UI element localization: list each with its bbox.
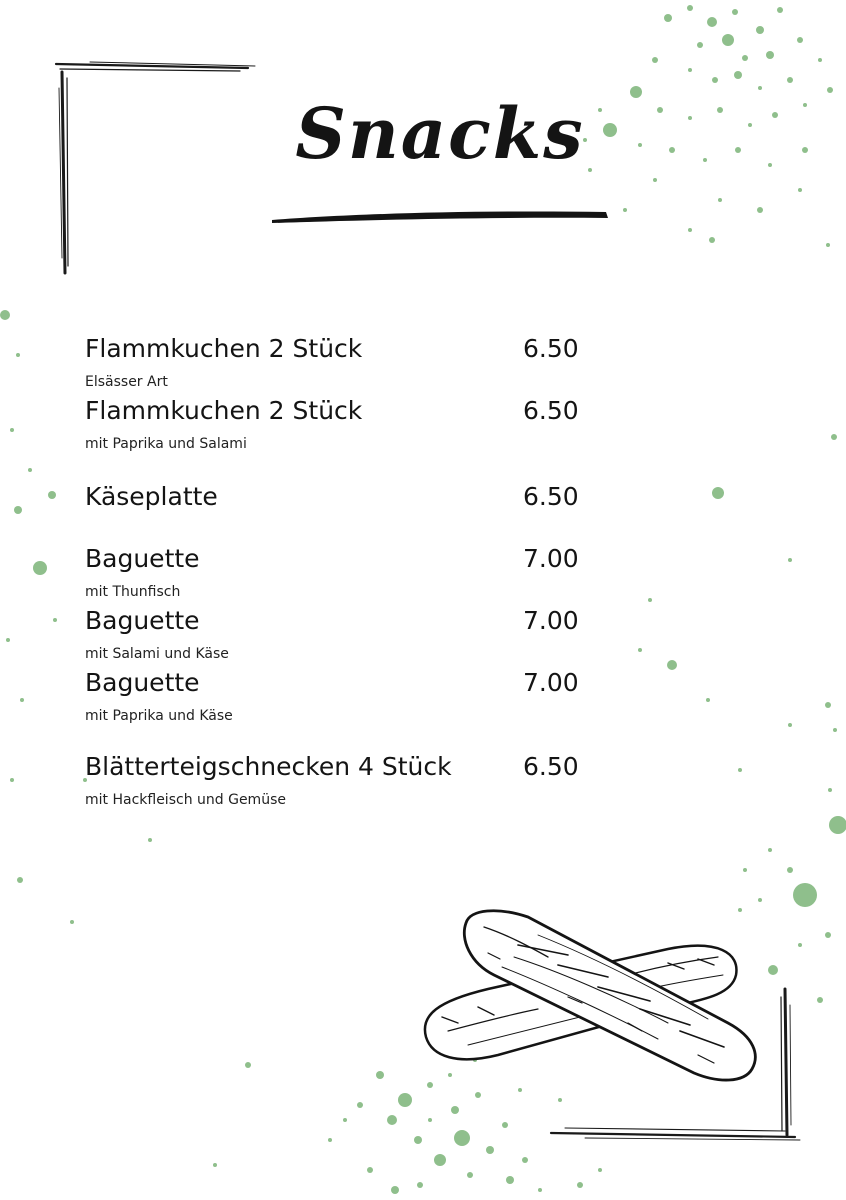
item-description: mit Paprika und Salami	[85, 436, 247, 452]
corner-bracket-bottom-right	[545, 985, 805, 1145]
corner-bracket-top-left	[50, 58, 260, 283]
item-name: Blätterteigschnecken 4 Stück	[85, 752, 452, 781]
item-price: 7.00	[523, 544, 579, 573]
item-description: Elsässer Art	[85, 374, 168, 390]
item-price: 7.00	[523, 668, 579, 697]
item-name: Flammkuchen 2 Stück	[85, 334, 363, 363]
item-description: mit Thunfisch	[85, 584, 181, 600]
item-price: 6.50	[523, 752, 579, 781]
title-underline	[268, 204, 613, 228]
item-name: Baguette	[85, 668, 200, 697]
item-price: 7.00	[523, 606, 579, 635]
item-description: mit Salami und Käse	[85, 646, 229, 662]
item-price: 6.50	[523, 482, 579, 511]
item-name: Flammkuchen 2 Stück	[85, 396, 363, 425]
page-title: Snacks	[295, 92, 585, 175]
item-description: mit Paprika und Käse	[85, 708, 233, 724]
item-name: Baguette	[85, 544, 200, 573]
item-price: 6.50	[523, 396, 579, 425]
item-name: Baguette	[85, 606, 200, 635]
item-name: Käseplatte	[85, 482, 218, 511]
item-price: 6.50	[523, 334, 579, 363]
item-description: mit Hackfleisch und Gemüse	[85, 792, 286, 808]
